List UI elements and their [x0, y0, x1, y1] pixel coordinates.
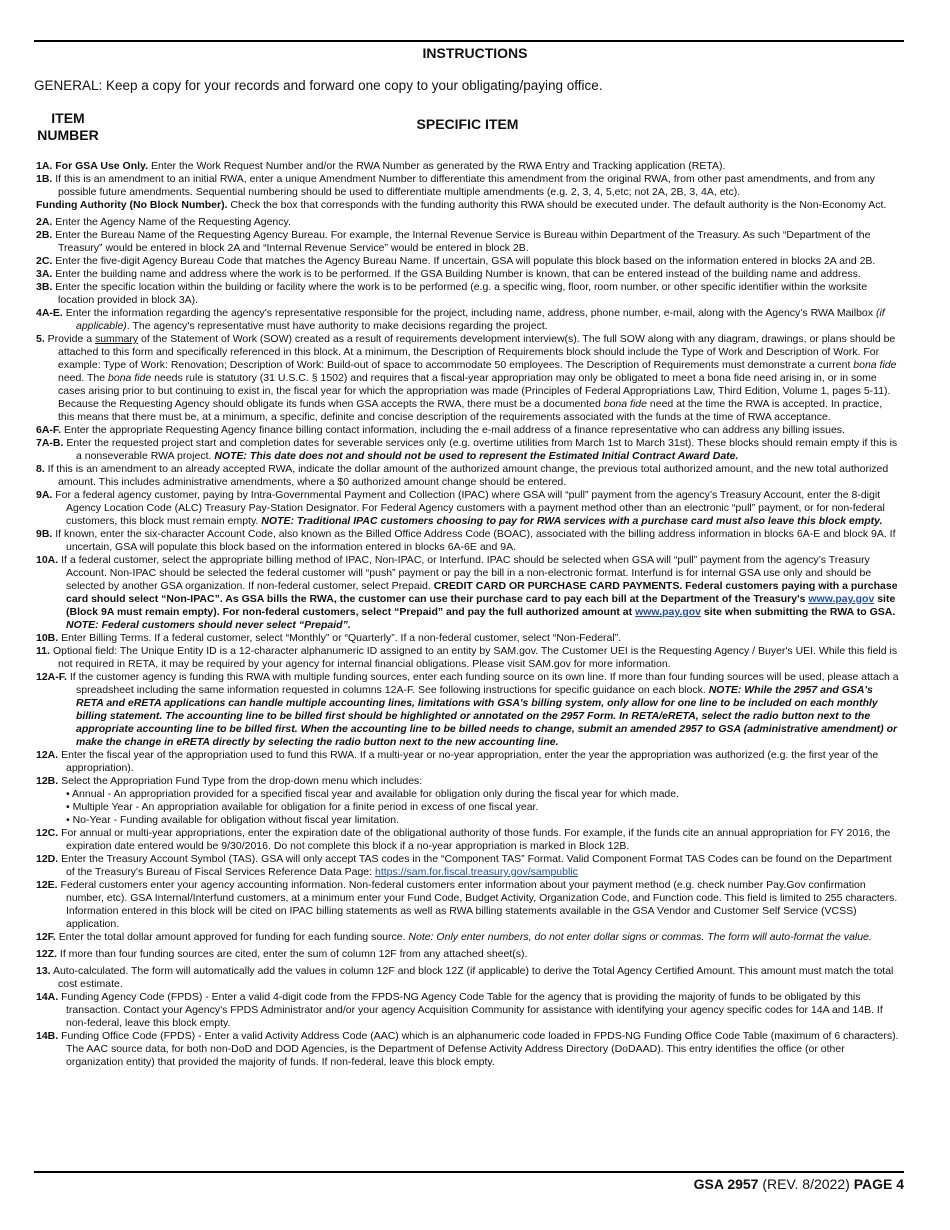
- entry-label: 10A.: [36, 554, 59, 566]
- entry-label: 12F.: [36, 931, 56, 943]
- entry-label: 7A-B.: [36, 437, 64, 449]
- entry-text: If more than four funding sources are cited, enter the sum of column 12F from any attached sheet(s).: [57, 948, 528, 960]
- entry-12c: [36, 827, 900, 853]
- entry-note: NOTE: Federal customers should never select “Prepaid”.: [66, 619, 351, 631]
- entry-note: NOTE: This date does not and should not be used to represent the Estimated Initial Contract Award Date.: [214, 450, 739, 462]
- entry-text: needs rule is statutory (31 U.S.C. § 1502) and requires that a fiscal-year appropriation may only be obligated to meet a bona fide need arising in, or in some cases arising prior to but continuing to exist in, the fiscal year for which the appropriation was made (Principles of Federal Appropriations Law, Third Edition, Volume 1, pages 5-11). Because the Requesting Agency should obligate its funds when GSA accepts the RWA, there must be a documented: [58, 372, 891, 410]
- entry-text: Enter the appropriate Requesting Agency finance billing contact information, including the e-mail address of a finance representative who can address any billing issues.: [61, 424, 845, 436]
- entry-2c: [36, 255, 900, 268]
- entry-text: Enter the Bureau Name of the Requesting Agency Bureau. For example, the Internal Revenue Service is Bureau within Department of the Treasury. As such “Department of the Treasury” would be entered in block 2A and “Internal Revenue Service” would be entered in block 2B.: [52, 229, 871, 254]
- entry-italic: bona fide: [853, 359, 897, 371]
- entry-text: Enter Billing Terms. If a federal customer, select “Monthly” or “Quarterly”. If a non-federal customer, select “Non-Federal”.: [58, 632, 622, 644]
- entry-label: 8.: [36, 463, 45, 475]
- page-title: INSTRUCTIONS: [422, 45, 528, 61]
- entry-text: Enter the specific location within the building or facility where the work is to be performed (e.g. a specific wing, floor, room number, or other specific identifier within the worksite location provided in block 3A).: [52, 281, 868, 306]
- specific-item-header: SPECIFIC ITEM: [416, 116, 519, 132]
- entry-text: Enter the Agency Name of the Requesting Agency.: [52, 216, 291, 228]
- entry-bold: site when submitting the RWA to GSA.: [701, 606, 896, 618]
- entry-text: Provide a: [44, 333, 95, 345]
- entry-text: Optional field: The Unique Entity ID is a 12-character alphanumeric ID assigned to an entity by SAM.gov. The Customer UEI is the Requesting Agency / Buyer's UEI. While this field is not required in RETA, it may be required by your agency for internal financial obligations. Please visit SAM.gov for more information.: [50, 645, 898, 670]
- entry-12e: [36, 879, 900, 931]
- form-number: GSA 2957: [693, 1176, 759, 1192]
- entry-label: 12E.: [36, 879, 58, 891]
- entry-14a: [36, 991, 900, 1030]
- item-header-line2: NUMBER: [37, 127, 99, 143]
- entry-label: 11.: [36, 645, 51, 657]
- entry-text: Enter the requested project start and completion dates for severable services only (e.g. overtime utilities from March 1st to March 31st). These blocks should remain empty if this is a nonseverable RWA project.: [63, 437, 898, 462]
- entry-text: need. The: [58, 372, 109, 384]
- entry-12d: [36, 853, 900, 879]
- entry-label: 1A. For GSA Use Only.: [36, 160, 149, 172]
- entry-text: Enter the Treasury Account Symbol (TAS). GSA will only accept TAS codes in the “Component TAS” Format. Valid Component Format TAS Codes can be found on the Department of the Treasury's Bureau of Fiscal Services Reference Data Page:: [58, 853, 892, 878]
- entry-label: 13.: [36, 965, 51, 977]
- entry-5: [36, 333, 900, 424]
- bullet-annual: • Annual - An appropriation provided for a specified fiscal year and available for obligation only during the fiscal year for which made.: [66, 788, 680, 800]
- entry-text: If this is an amendment to an already accepted RWA, indicate the dollar amount of the authorized amount change, the previous total authorized amount, and the new total authorized amount. This includes administrative amendments, where a $0 authorized amount change should be entered.: [44, 463, 889, 488]
- entry-label: 12B.: [36, 775, 59, 787]
- entry-1a: [36, 160, 900, 173]
- entry-9a: [36, 489, 900, 528]
- bullet-multiple-year: • Multiple Year - An appropriation available for obligation for a finite period in excess of one fiscal year.: [66, 801, 539, 813]
- entry-bold: CREDIT CARD OR PURCHASE CARD PAYMENTS. Federal customers paying with a purchase card should select “Non-IPAC”. As GSA bills the RWA, the customer can use their purchase card to pay each bill at the Department of the Treasury's: [66, 580, 898, 605]
- form-revision: (REV. 8/2022): [758, 1176, 854, 1192]
- bullet-no-year: • No-Year - Funding available for obligation without fiscal year limitation.: [66, 814, 400, 826]
- entry-label: 10B.: [36, 632, 59, 644]
- entry-label: 9A.: [36, 489, 53, 501]
- top-rule: [34, 40, 904, 42]
- page-number: PAGE 4: [853, 1176, 904, 1192]
- entry-14b: [36, 1030, 900, 1069]
- entry-text: Enter the total dollar amount approved for funding for each funding source.: [55, 931, 409, 943]
- entry-label: Funding Authority (No Block Number).: [36, 199, 228, 211]
- entry-text: need at the time the RWA is accepted. In practice, this means that there must be, at a minimum, a specific, definite and concise description of the requirements associated with the funds at the time of RWA acceptance.: [58, 398, 883, 423]
- entry-text: For a federal agency customer, paying by Intra-Governmental Payment and Collection (IPAC) where GSA will “pull” payment from the agency’s Treasury Account, enter the 8-digit Agency Location Code (ALC) Treasury Pay-Station Designator. For Federal Agency customers with a payment method other than an electronic “pull” payment, or for non-federal customers, this block must remain empty.: [52, 489, 885, 527]
- entry-text: Enter the building name and address where the work is to be performed. If the GSA Building Number is known, that can be entered instead of the building name and address.: [52, 268, 861, 280]
- entry-12z: [36, 948, 900, 961]
- entry-11: [36, 645, 900, 671]
- entry-text: Select the Appropriation Fund Type from the drop-down menu which includes:: [58, 775, 423, 787]
- pay-gov-link[interactable]: www.pay.gov: [635, 606, 701, 618]
- entry-underline: summary: [94, 333, 139, 345]
- entry-2b: [36, 229, 900, 255]
- entry-label: 14B.: [36, 1030, 59, 1042]
- entry-label: 4A-E.: [36, 307, 63, 319]
- entry-italic: bona fide: [603, 398, 647, 410]
- entry-13: [36, 965, 900, 991]
- entry-label: 12Z.: [36, 948, 58, 960]
- entry-text: Funding Agency Code (FPDS) - Enter a valid 4-digit code from the FPDS-NG Agency Code Table for the agency that is providing the majority of funds to be obligated by this transaction. Contact your Agency's FPDS Administrator and/or your agency Acquisition Community for assistance with identifying your agency specific codes for 14A and 14B. If non-federal, leave this block empty.: [58, 991, 883, 1029]
- entry-label: 12C.: [36, 827, 59, 839]
- entry-label: 12A-F.: [36, 671, 67, 683]
- entry-12f: [36, 931, 900, 944]
- entry-6a-f: [36, 424, 900, 437]
- entry-italic: bona fide: [108, 372, 152, 384]
- entry-label: 5.: [36, 333, 45, 345]
- entry-text: Enter the five-digit Agency Bureau Code that matches the Agency Bureau Name. If uncertain, GSA will populate this block based on the information entered in blocks 2A and 2B.: [52, 255, 876, 267]
- entry-label: 2A.: [36, 216, 53, 228]
- entry-text: Funding Office Code (FPDS) - Enter a valid Activity Address Code (AAC) which is an alphanumeric code loaded in FPDS-NG Funding Office Code Table (maximum of 6 characters). The AAC source data, for both non-DoD and DOD Agencies, is the Department of Defense Activity Address Directory (DoDAAD). This entry identifies the office (or other organization entity) that provided the majority of funds. If non-federal, leave this block empty.: [58, 1030, 899, 1068]
- form-footer: [694, 1176, 904, 1192]
- entry-text: Enter the information regarding the agency's representative responsible for the project, including name, address, phone number, e-mail, along with the Agency’s RWA Mailbox: [62, 307, 876, 319]
- entry-12a: [36, 749, 900, 775]
- entry-note: Note: Only enter numbers, do not enter dollar signs or commas. The form will auto-format the value.: [408, 931, 872, 943]
- entry-label: 3B.: [36, 281, 53, 293]
- entry-12a-f: [36, 671, 900, 749]
- entry-1b: [36, 173, 900, 199]
- entry-text: Enter the fiscal year of the appropriation used to fund this RWA. If a multi-year or no-year appropriation, enter the year the appropriation was authorized (e.g. the first year of the appropriation).: [58, 749, 879, 774]
- entry-2a: [36, 216, 900, 229]
- pay-gov-link[interactable]: www.pay.gov: [808, 593, 875, 605]
- entry-note: NOTE: Traditional IPAC customers choosing to pay for RWA services with a purchase card must also leave this block empty.: [261, 515, 883, 527]
- entry-note: NOTE: While the 2957 and GSA's RETA and eRETA applications can handle multiple accounting lines, limitations with GSA's billing system, only allow for one line to be included on each monthly billing statement. The accounting line to be billed first should be highlighted or annotated on the 2957 Form. In RETA/eRETA, select the radio button next to the appropriate accounting line to be billed first. When the accounting line to be billed needs to change, submit an amended 2957 to GSA (administrative amendment) or make the change in eRETA directly by selecting the radio button next to the new accounting line.: [76, 684, 898, 748]
- entry-label: 2B.: [36, 229, 53, 241]
- entry-text: If the customer agency is funding this RWA with multiple funding sources, enter each funding source on its own line. If more than four funding sources will be used, please attach a spreadsheet including the same information requested in columns 12A-F. See following instructions for specific guidance on each block.: [66, 671, 899, 696]
- entry-bold: site (Block 9A must remain empty). For non-federal customers, select “Prepaid” and pay the full authorized amount at: [66, 593, 896, 618]
- entry-funding-authority: [36, 199, 900, 212]
- entry-italic: (if applicable): [76, 307, 885, 332]
- entry-label: 12D.: [36, 853, 59, 865]
- entry-label: 6A-F.: [36, 424, 62, 436]
- entry-9b: [36, 528, 900, 554]
- item-header-line1: ITEM: [51, 110, 85, 126]
- entry-text: If a federal customer, select the appropriate billing method of IPAC, Non-IPAC, or Interfund. IPAC should be selected when GSA will “pull” payment from the agency’s Treasury Account. Non-IPAC should be selected the federal customer will “push” payment or pay the bill in a non-electronic format. Interfund is for internal GSA use only and should be selected by another GSA organization. If non-federal customer, select Prepaid.: [58, 554, 872, 592]
- entry-text: For annual or multi-year appropriations, enter the expiration date of the obligational authority of those funds. For example, if the funds cite an annual appropriation for FY 2016, the expiration date entered would be 9/30/2016. Do not complete this block if a no-year appropriation is marked in Block 12B.: [58, 827, 891, 852]
- entry-3b: [36, 281, 900, 307]
- entry-label: 12A.: [36, 749, 59, 761]
- entry-label: 1B.: [36, 173, 53, 185]
- entry-text: If this is an amendment to an initial RWA, enter a unique Amendment Number to differentiate this amendment from the original RWA, from other past amendments, and from any possible future amendments. Sequential numbering should be used to differentiate multiple amendments (e.g. 2, 3, 4, 5,etc; not 2A, 2B, 3, 4A, etc).: [52, 173, 876, 198]
- entry-text: of the Statement of Work (SOW) created as a result of requirements development interview(s). The full SOW along with any diagram, drawings, or plans should be attached to this form and specifically referenced in this block. At a minimum, the Description of Requirements block should include the Type of Work and Description of Work. For example: Type of Work: Renovation; Description of Work: Build-out of space to accommodate 50 employees. The Description of Requirements must demonstrate a current: [58, 333, 896, 371]
- entry-3a: [36, 268, 900, 281]
- entry-8: [36, 463, 900, 489]
- entry-label: 3A.: [36, 268, 53, 280]
- general-instruction: GENERAL: Keep a copy for your records and forward one copy to your obligating/paying office.: [34, 78, 603, 93]
- sam-treasury-link[interactable]: https://sam.for.fiscal.treasury.gov/sampublic: [375, 866, 578, 878]
- entry-label: 9B.: [36, 528, 53, 540]
- entry-10a: [36, 554, 900, 632]
- entry-text: Federal customers enter your agency accounting information. Non-federal customers enter information about your payment method (e.g. check number Pay.Gov confirmation number, etc). GSA Internal/Interfund customers, at a minimum enter your Fund Code, Budget Activity, Organization Code, and Function code. This field is limited to 255 characters. Information entered in this block will be cited on IPAC billing statements as well as RWA billing statements available in the GSA Vendor and Customer Self Service (VCSS) application.: [57, 879, 898, 930]
- entry-label: 14A.: [36, 991, 59, 1003]
- entry-text: Check the box that corresponds with the funding authority this RWA should be executed under. The default authority is the Non-Economy Act.: [227, 199, 887, 211]
- entry-text: Auto-calculated. The form will automatically add the values in column 12F and block 12Z (if applicable) to derive the Total Agency Certified Amount. This amount must match the total cost estimate.: [50, 965, 894, 990]
- entry-text: If known, enter the six-character Account Code, also known as the Billed Office Address Code (BOAC), associated with the billing address information in blocks 6A-E and block 9A. If uncertain, GSA will populate this block based on the information entered in blocks 6A-6E and 9A.: [52, 528, 896, 553]
- entry-label: 2C.: [36, 255, 53, 267]
- entry-12b: [36, 775, 900, 788]
- bottom-rule: [34, 1171, 904, 1173]
- entry-10b: [36, 632, 900, 645]
- entry-7a-b: [36, 437, 900, 463]
- entry-text: . The agency's representative must have authority to make decisions regarding the project.: [126, 320, 548, 332]
- instruction-list: [36, 160, 900, 1069]
- entry-4a-e: [36, 307, 900, 333]
- entry-text: Enter the Work Request Number and/or the RWA Number as generated by the RWA Entry and Tracking application (RETA).: [148, 160, 726, 172]
